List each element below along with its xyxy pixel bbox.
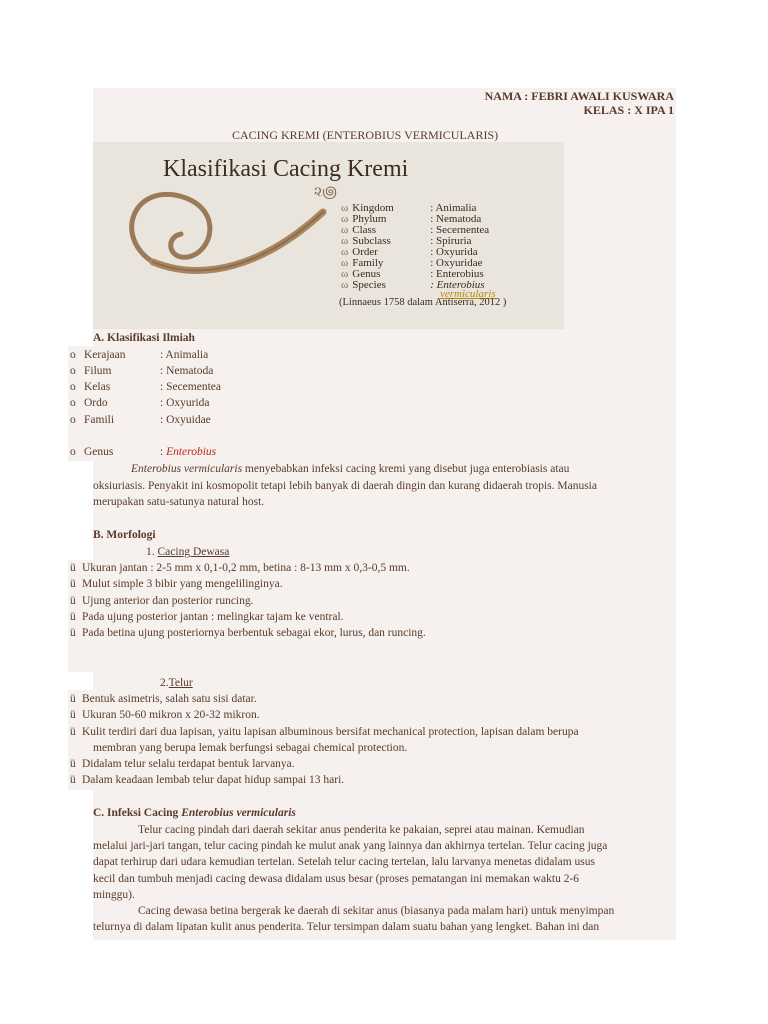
paragraph-line: minggu). xyxy=(93,889,135,901)
bullet-icon: ω xyxy=(341,235,349,247)
taxonomy-row: ω Species : Enterobius xyxy=(341,279,485,291)
section-c-heading: C. Infeksi Cacing Enterobius vermicularis xyxy=(93,807,296,819)
taxonomy-row: ω Subclass : Spiruria xyxy=(341,235,472,247)
document-title: CACING KREMI (ENTEROBIUS VERMICULARIS) xyxy=(232,128,499,142)
list-item: ü Ukuran 50-60 mikron x 20-32 mikron. xyxy=(70,709,260,721)
paragraph-line: Cacing dewasa betina bergerak ke daerah di sekitar anus (biasanya pada malam hari) untuk menyimpan xyxy=(138,905,615,917)
list-item: ü Dalam keadaan lembab telur dapat hidup sampai 13 hari. xyxy=(70,774,345,786)
paragraph-line: merupakan satu-satunya natural host. xyxy=(93,496,265,508)
taxonomy-row: ω Phylum : Nematoda xyxy=(341,213,482,225)
list-item: o Filum : Nematoda xyxy=(70,365,214,377)
section-b-heading: B. Morfologi xyxy=(93,529,156,541)
list-item: ü Mulut simple 3 bibir yang mengelilinginya. xyxy=(70,578,283,590)
paragraph-line: Telur cacing pindah dari daerah sekitar anus penderita ke pakaian, seprei atau mainan. Kemudian xyxy=(138,824,585,836)
subsection-heading: 1. Cacing Dewasa xyxy=(146,546,230,558)
list-item: o Famili : Oxyuidae xyxy=(70,414,211,426)
species-name-continuation: vermicularis xyxy=(440,288,496,300)
list-item: ü Kulit terdiri dari dua lapisan, yaitu lapisan albuminous bersifat mechanical protection, lapisan dalam berupa xyxy=(70,726,579,738)
taxonomy-row: ω Kingdom : Animalia xyxy=(341,202,477,214)
taxonomy-row: ω Class : Secernentea xyxy=(341,224,490,236)
list-item: ü Bentuk asimetris, salah satu sisi datar. xyxy=(70,693,257,705)
bullet-icon: ω xyxy=(341,279,349,291)
bullet-icon: ω xyxy=(341,202,349,214)
paragraph-line: telurnya di dalam lipatan kulit anus penderita. Telur tersimpan dalam suatu bahan yang lengket. Bahan ini dan xyxy=(93,921,600,933)
list-item: o Kerajaan : Animalia xyxy=(70,349,209,361)
list-item: ü Ujung anterior dan posterior runcing. xyxy=(70,595,254,607)
list-item: ü Didalam telur selalu terdapat bentuk larvanya. xyxy=(70,758,295,770)
bullet-icon: ω xyxy=(341,257,349,269)
taxonomy-row: ω Order : Oxyurida xyxy=(341,246,478,258)
list-item: o Kelas : Secementea xyxy=(70,381,221,393)
bullet-icon: ω xyxy=(341,268,349,280)
ornament-icon: ૨౷ xyxy=(314,185,337,200)
figure-citation: (Linnaeus 1758 dalam Antiserra, 2012 ) xyxy=(339,297,507,308)
taxonomy-row: ω Genus : Enterobius xyxy=(341,268,484,280)
student-name: NAMA : FEBRI AWALI KUSWARA xyxy=(484,89,674,103)
bullet-icon: ω xyxy=(341,224,349,236)
paragraph-line: kecil dan tumbuh menjadi cacing dewasa didalam usus besar (proses pematangan ini memakan waktu 2-6 xyxy=(93,873,580,885)
list-item-genus: o Genus : Enterobius xyxy=(70,446,217,458)
paragraph-line: melalui jari-jari tangan, telur cacing pindah ke mulut anak yang lainnya dan akhirnya tertelan. Telur cacing juga xyxy=(93,840,608,852)
paragraph-line: Enterobius vermicularis menyebabkan infeksi cacing kremi yang disebut juga enterobiasis atau xyxy=(131,463,570,475)
list-item: o Ordo : Oxyurida xyxy=(70,397,210,409)
paragraph-line: dapat terhirup dari udara kemudian tertelan. Setelah telur cacing tertelan, lalu larvanya menetas didalam usus xyxy=(93,856,595,868)
bullet-icon: ω xyxy=(341,246,349,258)
taxonomy-row: ω Family : Oxyuridae xyxy=(341,257,483,269)
bullet-icon: ω xyxy=(341,213,349,225)
figure-title: Klasifikasi Cacing Kremi xyxy=(163,156,409,182)
classification-figure xyxy=(93,142,564,329)
list-item: ü Ukuran jantan : 2-5 mm x 0,1-0,2 mm, betina : 8-13 mm x 0,3-0,5 mm. xyxy=(70,562,410,574)
section-a-heading: A. Klasifikasi Ilmiah xyxy=(93,332,195,344)
list-item-continuation: membran yang berupa lemak berfungsi sebagai chemical protection. xyxy=(93,742,408,754)
subsection-heading: 2.Telur xyxy=(160,677,193,689)
paragraph-line: oksiuriasis. Penyakit ini kosmopolit tetapi lebih banyak di daerah dingin dan kurang didaerah tropis. Manusia xyxy=(93,480,597,492)
list-item: ü Pada ujung posterior jantan : melingkar tajam ke ventral. xyxy=(70,611,344,623)
list-item: ü Pada betina ujung posteriornya berbentuk sebagai ekor, lurus, dan runcing. xyxy=(70,627,426,639)
student-class: KELAS : X IPA 1 xyxy=(583,103,674,117)
